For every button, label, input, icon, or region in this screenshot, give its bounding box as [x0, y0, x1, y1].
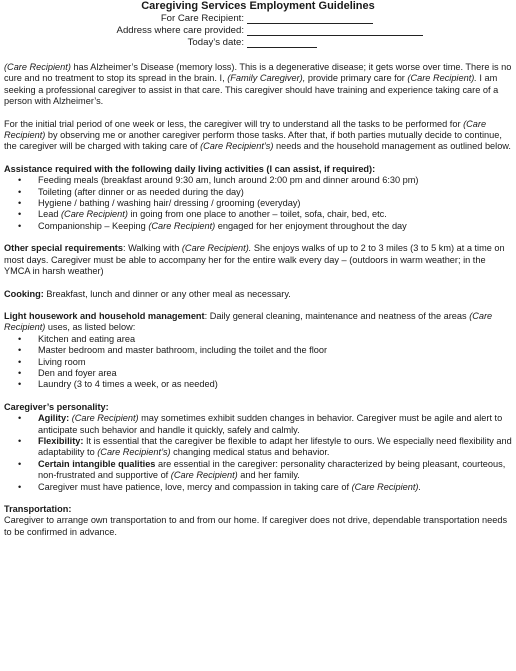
- trial-period-paragraph: [4, 119, 512, 153]
- cooking-paragraph: [4, 289, 512, 300]
- list-item: [18, 436, 512, 459]
- care-recipient-ref: (Care Recipient): [4, 310, 493, 333]
- personality-heading: Caregiver’s personality:: [4, 401, 109, 412]
- care-recipient-ref: (Care Recipient).: [181, 243, 252, 254]
- assistance-heading: Assistance required with the following daily living activities (I can assist, if required):: [4, 163, 376, 174]
- list-item: [18, 187, 512, 198]
- care-recipient-ref: (Care Recipient).: [351, 481, 422, 492]
- care-recipient-ref: (Care Recipient): [71, 413, 139, 424]
- care-recipient-label: For Care Recipient:: [160, 13, 244, 24]
- item-text: It is essential that the caregiver be flexible to adapt her lifestyle to ours. We especially need flexibility and adaptability to: [38, 435, 512, 458]
- trial-text-2: by observing me or another caregiver perform those tasks. After that, if both parties mutually decide to continue, the caregiver will be charged with taking care of: [4, 130, 502, 152]
- housework-heading: Light housework and household management: [4, 310, 205, 321]
- item-text: Hygiene / bathing / washing hair/ dressing / grooming (everyday): [38, 198, 301, 209]
- list-item: • Master bedroom and master bathroom, including the toilet and the floor: [18, 345, 512, 356]
- todays-date-blank: [247, 37, 317, 48]
- item-text: and her family.: [237, 470, 300, 481]
- other-text-1: : Walking with: [122, 243, 182, 254]
- care-recipient-ref: (Care Recipient): [148, 220, 216, 231]
- item-text: in going from one place to another – toilet, sofa, chair, bed, etc.: [127, 209, 387, 220]
- other-text-2: She enjoys walks of up to 2 to 3 miles (3 to 5 km) at a time on most days. Caregiver must be able to accompany her for the entire walk every day – (outdoors in warm weather; in the YMCA in harsh weather): [4, 243, 505, 277]
- list-item: • Living room: [18, 357, 512, 368]
- care-recipient-ref: (Care Recipient).: [407, 73, 477, 84]
- trait-label: Agility:: [38, 413, 70, 424]
- todays-date-label: Today’s date:: [187, 37, 244, 48]
- document-title: Caregiving Services Employment Guidelines: [141, 0, 375, 12]
- intro-paragraph: [4, 62, 512, 108]
- item-text: Toileting (after dinner or as needed during the day): [38, 186, 244, 197]
- cooking-heading: Cooking:: [4, 288, 44, 299]
- cooking-text: Breakfast, lunch and dinner or any other meal as necessary.: [43, 288, 291, 299]
- housework-list: [4, 334, 512, 391]
- housework-text-2: uses, as listed below:: [45, 322, 136, 333]
- care-recipient-ref: (Care Recipient): [170, 470, 238, 481]
- item-text: Companionship – Keeping: [38, 220, 149, 231]
- housework-paragraph: [4, 311, 512, 334]
- item-text: are essential in the caregiver: personality characterized by being pleasant, courteous, non-frustrated and supportive of: [38, 458, 506, 481]
- care-recipient-ref: (Care Recipient): [4, 62, 71, 72]
- list-item: • Kitchen and eating area: [18, 334, 512, 345]
- care-address-blank: [247, 25, 423, 36]
- intro-text-3: I am seeking a professional caregiver to assist in that care. This caregiver should have training and experience taking care of a person with Alzheimer’s.: [4, 73, 499, 107]
- family-caregiver-ref: (Family Caregiver),: [227, 73, 306, 84]
- care-recipient-ref: (Care Recipient’s): [97, 447, 171, 458]
- trait-label: Certain intangible qualities: [38, 458, 156, 469]
- list-item: • Den and foyer area: [18, 368, 512, 379]
- other-requirements-heading: Other special requirements: [4, 243, 123, 254]
- trait-label: Flexibility:: [38, 435, 84, 446]
- care-recipient-ref: (Care Recipient): [61, 209, 128, 220]
- list-item: [18, 221, 512, 232]
- trial-text-3: needs and the household management as outlined below.: [273, 141, 511, 152]
- intro-text-2: provide primary care for: [305, 73, 408, 84]
- todays-date-field: [4, 37, 512, 49]
- list-item: [18, 413, 512, 436]
- list-item: [18, 459, 512, 482]
- personality-list: [4, 413, 512, 493]
- care-recipient-ref: (Care Recipient): [4, 118, 487, 141]
- trial-text-1: For the initial trial period of one week or less, the caregiver will try to understand all the tasks to be performed for: [4, 118, 464, 129]
- care-recipient-blank: [247, 13, 373, 24]
- list-item: • Laundry (3 to 4 times a week, or as needed): [18, 379, 512, 390]
- list-item: [18, 209, 512, 220]
- care-recipient-ref: (Care Recipient’s): [200, 141, 274, 152]
- other-requirements-paragraph: [4, 243, 512, 277]
- item-text: Caregiver must have patience, love, mercy and compassion in taking care of: [38, 481, 352, 492]
- item-text: Feeding meals (breakfast around 9:30 am, lunch around 2:00 pm and dinner around 6:30 pm): [38, 175, 419, 186]
- care-recipient-field: [4, 13, 512, 25]
- transportation-heading: Transportation:: [4, 504, 72, 514]
- housework-text-1: : Daily general cleaning, maintenance and neatness of the areas: [204, 310, 470, 321]
- transportation-text: Caregiver to arrange own transportation to and from our home. If caregiver does not drive, dependable transportation needs to be confirmed in advance.: [4, 515, 508, 537]
- intro-text-1: has Alzheimer’s Disease (memory loss). This is a degenerative disease; it gets worse over time. There is no cure and no treatment to stop its spread in the brain. I,: [4, 62, 512, 84]
- assistance-list: [4, 175, 512, 232]
- care-address-field: [4, 25, 512, 37]
- care-address-label: Address where care provided:: [116, 25, 244, 36]
- list-item: [18, 198, 512, 209]
- item-text: engaged for her enjoyment throughout the day: [215, 220, 407, 231]
- item-text: may sometimes exhibit sudden changes in behavior. Caregiver must be agile and alert to anticipate such behavior and handle it quickly, safely and calmly.: [38, 413, 503, 435]
- item-text: changing medical status and behavior.: [170, 447, 330, 458]
- list-item: [18, 175, 512, 186]
- item-text: Lead: [38, 209, 61, 220]
- list-item: [18, 482, 512, 493]
